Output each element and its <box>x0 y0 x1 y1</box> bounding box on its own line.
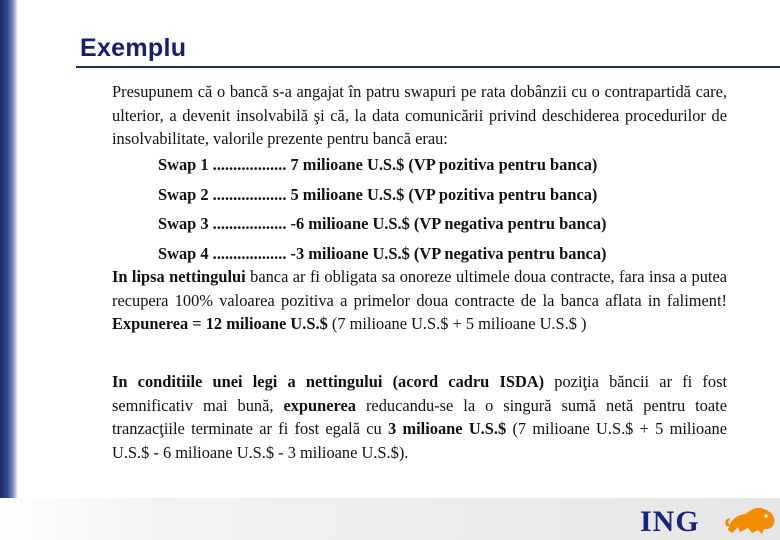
exposure-gross: Expunerea = 12 milioane U.S.$ <box>112 314 328 333</box>
no-netting-term: In lipsa nettingului <box>112 267 246 286</box>
swap-list <box>158 153 607 271</box>
swap-item-3: Swap 3 .................. -6 milioane U.S.$ (VP negativa pentru banca) <box>158 214 607 233</box>
ing-logo-text: ING <box>640 505 700 538</box>
exposure-net-detail: (7 milioane U.S.$ + 5 milioane U.S.$ - 6 milioane U.S.$ - 3 milioane U.S.$). <box>112 419 727 462</box>
exposure-gross-detail: (7 milioane U.S.$ + 5 milioane U.S.$ ) <box>327 314 587 333</box>
exposure-net: 3 milioane U.S.$ <box>388 419 507 438</box>
no-netting-paragraph <box>112 265 727 336</box>
netting-term: In conditiile unei legi a nettingului (acord cadru ISDA) <box>112 372 545 391</box>
swap-item-2: Swap 2 .................. 5 milioane U.S.$ (VP pozitiva pentru banca) <box>158 184 598 204</box>
sidebar-accent-bar <box>0 0 18 540</box>
swap-item-4: Swap 4 .................. -3 milioane U.S.$ (VP negativa pentru banca) <box>158 243 607 263</box>
netting-paragraph <box>112 370 727 464</box>
swap-item-1: Swap 1 .................. 7 milioane U.S.$ (VP pozitiva pentru banca) <box>158 155 598 174</box>
intro-paragraph: Presupunem că o bancă s-a angajat în patru swapuri pe rata dobânzii cu o contrapartidă care, ulterior, a devenit insolvabilă şi că, la data comunicării privind deschiderea procedurilor de insolvabilitate, valorile prezente pentru bancă erau: <box>112 82 727 148</box>
exposure-term: expunerea <box>283 395 356 415</box>
netting-text-2: reducandu-se la o singură sumă netă pentru toate tranzacţiile terminate ar fi fost egală cu <box>112 395 727 438</box>
no-netting-text: banca ar fi obligata sa onoreze ultimele doua contracte, fara insa a putea recupera 100% valoarea pozitiva a primelor doua contracte de la banca aflata in faliment! <box>112 267 728 310</box>
lion-icon <box>722 500 778 538</box>
title-divider <box>76 66 780 68</box>
slide-title: Exemplu <box>80 34 187 62</box>
netting-text-1: poziţia băncii ar fi fost semnificativ mai bună, <box>112 372 727 415</box>
